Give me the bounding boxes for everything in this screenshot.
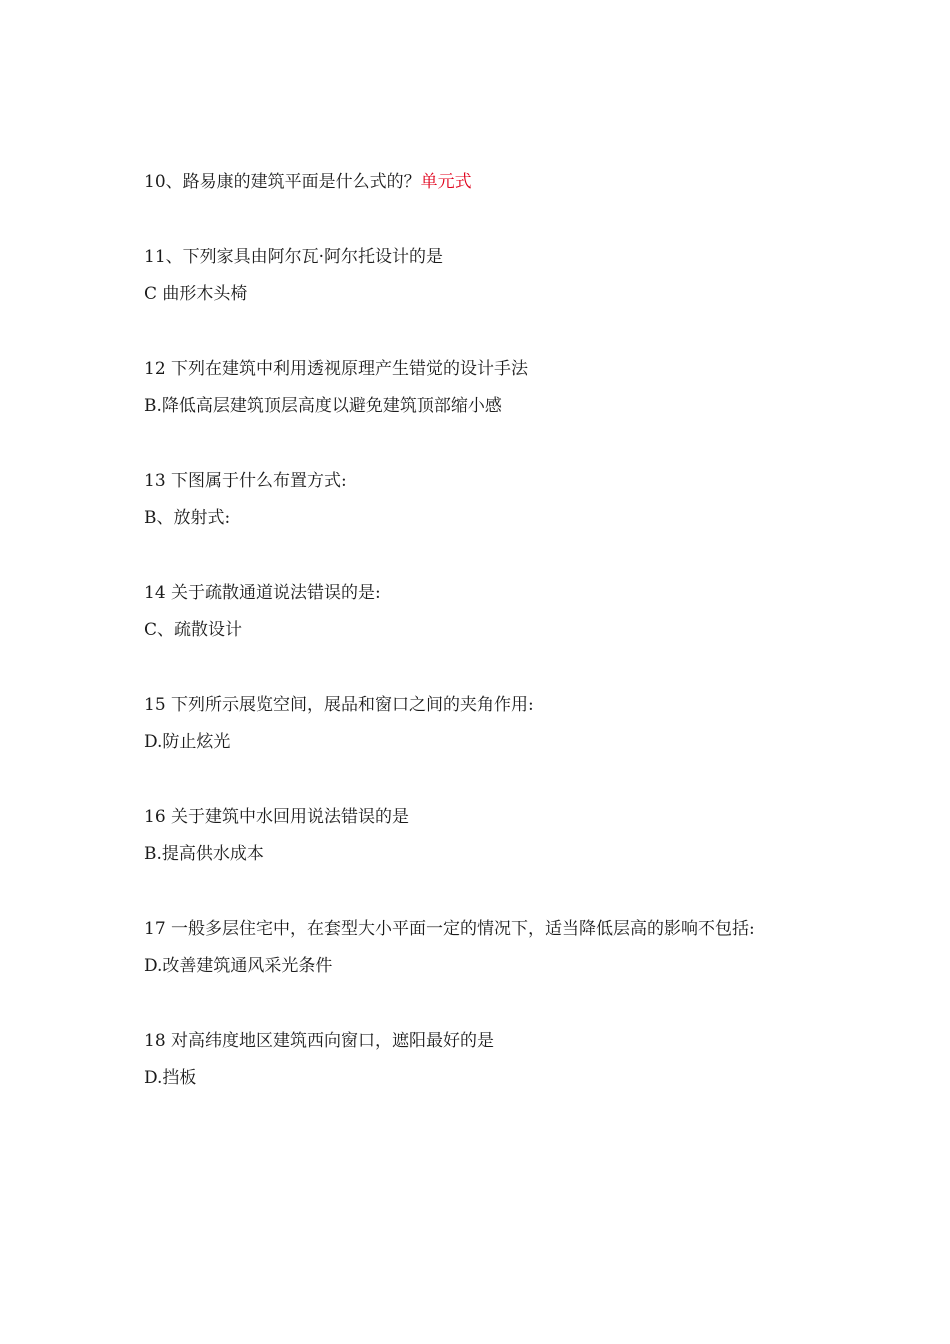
question-item-18 — [144, 1023, 824, 1097]
question-12-answer: B.降低高层建筑顶层高度以避免建筑顶部缩小感 — [144, 396, 502, 416]
question-item-12 — [144, 351, 824, 425]
question-item-16 — [144, 799, 824, 873]
question-14-answer: C、疏散设计 — [144, 620, 243, 640]
question-item-10 — [144, 164, 824, 201]
question-11-answer: C 曲形木头椅 — [144, 284, 248, 304]
question-14-text: 14 关于疏散通道说法错误的是: — [144, 583, 381, 603]
question-item-13 — [144, 463, 824, 537]
question-10-text: 10、路易康的建筑平面是什么式的？ — [144, 172, 421, 192]
question-item-15 — [144, 687, 824, 761]
question-item-11 — [144, 239, 824, 313]
question-12-text: 12 下列在建筑中利用透视原理产生错觉的设计手法 — [144, 359, 529, 379]
question-11-text: 11、下列家具由阿尔瓦·阿尔托设计的是 — [144, 247, 444, 267]
question-17-answer: D.改善建筑通风采光条件 — [144, 956, 333, 976]
question-16-answer: B.提高供水成本 — [144, 844, 264, 864]
question-10-answer: 单元式 — [420, 172, 472, 192]
question-16-text: 16 关于建筑中水回用说法错误的是 — [144, 807, 410, 827]
question-13-answer: B、放射式: — [144, 508, 231, 528]
question-18-text: 18 对高纬度地区建筑西向窗口，遮阳最好的是 — [144, 1031, 495, 1051]
question-item-17 — [144, 911, 824, 985]
question-15-answer: D.防止炫光 — [144, 732, 231, 752]
question-text — [144, 164, 824, 201]
question-13-text: 13 下图属于什么布置方式: — [144, 471, 347, 491]
question-15-text: 15 下列所示展览空间，展品和窗口之间的夹角作用: — [144, 695, 534, 715]
question-18-answer: D.挡板 — [144, 1068, 197, 1088]
question-list — [144, 164, 824, 1135]
question-item-14 — [144, 575, 824, 649]
question-17-text: 17 一般多层住宅中，在套型大小平面一定的情况下，适当降低层高的影响不包括: — [144, 919, 755, 939]
